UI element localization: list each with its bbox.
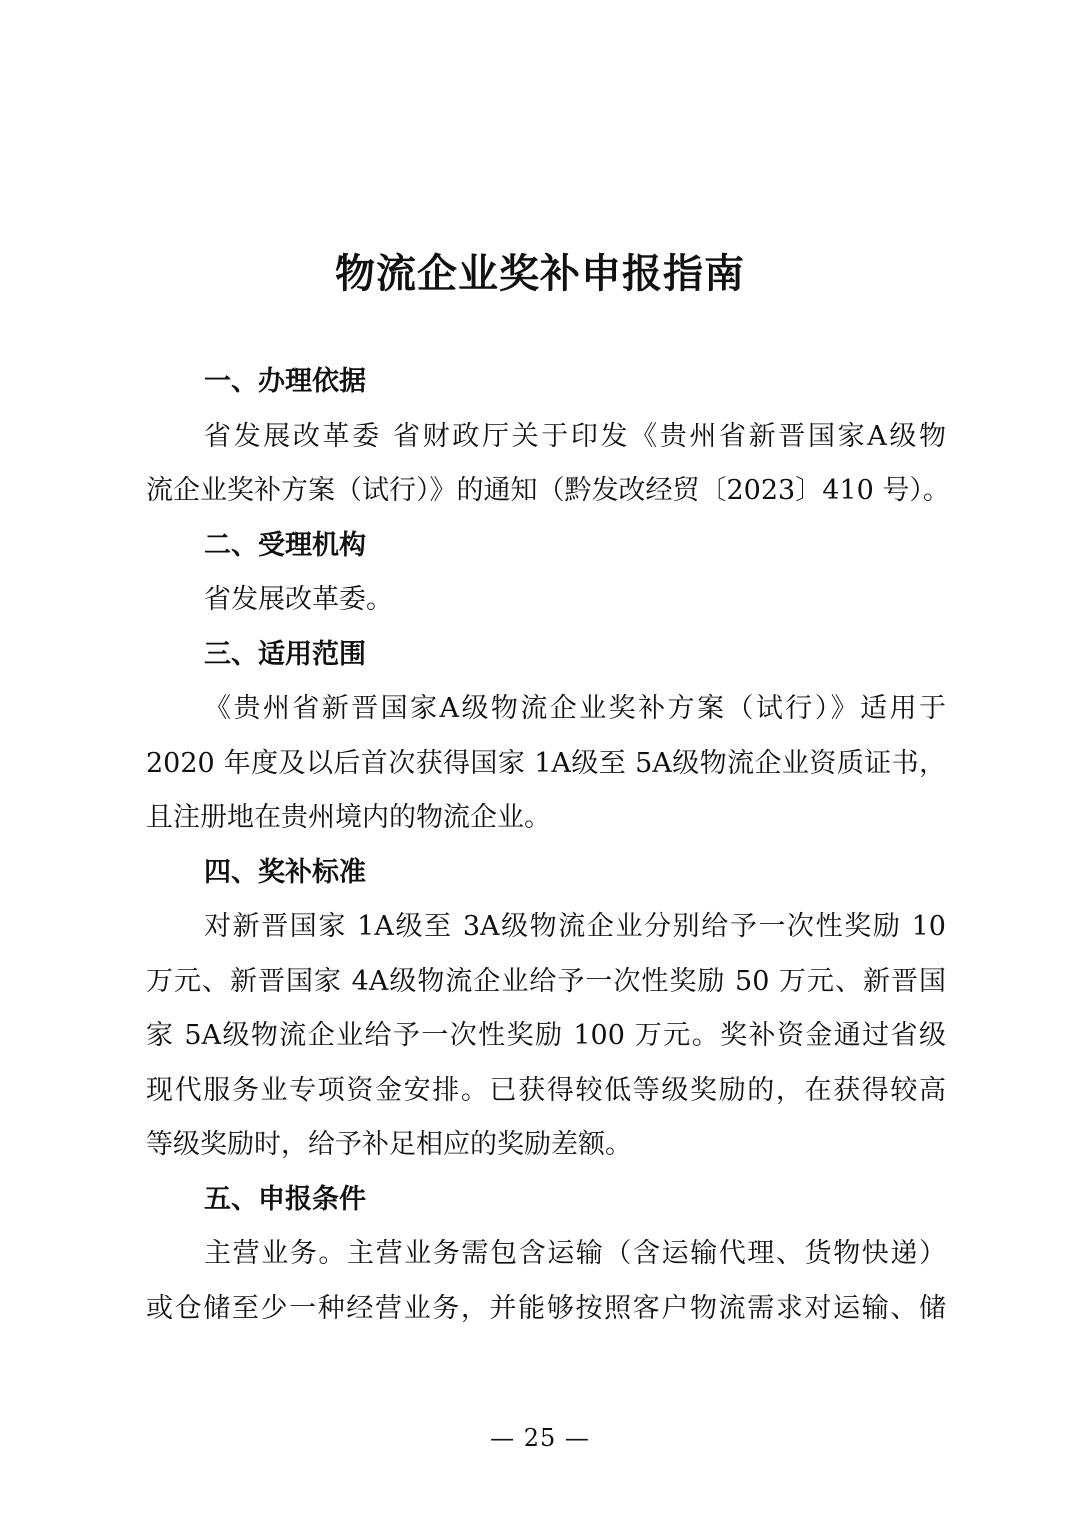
page-title: 物流企业奖补申报指南 (335, 250, 745, 297)
document-body (146, 355, 950, 1336)
paragraph-line: 且注册地在贵州境内的物流企业。 (146, 802, 551, 833)
section-heading: 五、申报条件 (204, 1183, 366, 1215)
section-heading: 一、办理依据 (204, 366, 366, 397)
paragraph-line: 主营业务。主营业务需包含运输（含运输代理、货物快递） (204, 1238, 946, 1269)
paragraph-line: 省发展改革委。 (204, 584, 393, 615)
paragraph-line: 省发展改革委 省财政厅关于印发《贵州省新晋国家A级物 (204, 420, 946, 452)
paragraph-line: 家 5A级物流企业给予一次性奖励 100 万元。奖补资金通过省级 (146, 1020, 946, 1051)
page-number: — 25 — (490, 1424, 590, 1452)
section-heading: 二、受理机构 (204, 529, 366, 561)
section-heading: 四、奖补标准 (204, 856, 366, 888)
paragraph-line: 等级奖励时，给予补足相应的奖励差额。 (146, 1129, 632, 1160)
paragraph-line: 对新晋国家 1A级至 3A级物流企业分别给予一次性奖励 10 (204, 911, 946, 942)
section-heading: 三、适用范围 (204, 638, 366, 670)
paragraph-line: 2020 年度及以后首次获得国家 1A级至 5A级物流企业资质证书， (146, 747, 946, 779)
paragraph-line: 《贵州省新晋国家A级物流企业奖补方案（试行）》适用于 (204, 693, 946, 724)
paragraph-line: 万元、新晋国家 4A级物流企业给予一次性奖励 50 万元、新晋国 (146, 965, 946, 997)
paragraph-line: 或仓储至少一种经营业务，并能够按照客户物流需求对运输、储 (146, 1292, 946, 1324)
paragraph-line: 流企业奖补方案（试行）》的通知（黔发改经贸〔2023〕410 号）。 (146, 475, 950, 506)
paragraph-line: 现代服务业专项资金安排。已获得较低等级奖励的，在获得较高 (146, 1074, 946, 1106)
